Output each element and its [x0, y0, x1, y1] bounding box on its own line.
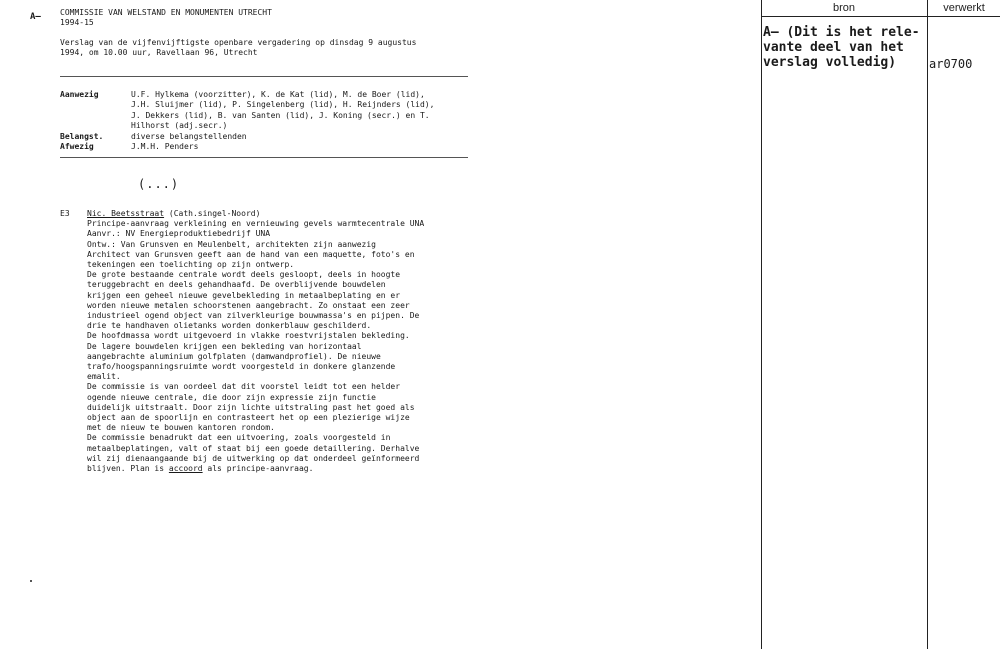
- section-marker: A—: [30, 12, 41, 22]
- item-text-line: De grote bestaande centrale wordt deels gesloopt, deels in hoogte: [87, 270, 401, 280]
- item-text-line: wil zij dienaangaande bij de uitwerking op dat onderdeel geïnformeerd: [87, 453, 420, 463]
- item-text-line: De commissie is van oordeel dat dit voorstel leidt tot een helder: [87, 382, 401, 392]
- item-text-line: drie te handhaven olietanks worden donkerblauw geschilderd.: [87, 321, 372, 331]
- item-text-line: emalit.: [87, 372, 121, 382]
- attendance-interested: [60, 132, 480, 142]
- intro-line: 1994, om 10.00 uur, Ravellaan 96, Utrecht: [60, 48, 258, 57]
- table-border-left: [761, 0, 762, 649]
- divider-bottom: [60, 157, 468, 158]
- item-text-line: object aan de spoorlijn en contrasteert het op een plezierige wijze: [87, 413, 410, 423]
- commission-title: COMMISSIE VAN WELSTAND EN MONUMENTEN UTRECHT: [60, 8, 272, 17]
- item-text-line: industrieel ogend object van zilverkleurige bouwmassa's en pijpen. De: [87, 311, 420, 321]
- divider-top: [60, 76, 468, 77]
- item-text-line: aangebrachte aluminium golfplaten (damwandprofiel). De nieuwe: [87, 351, 381, 361]
- source-note-line: vante deel van het: [763, 40, 904, 55]
- item-text-line: Architect van Grunsven geeft aan de hand van een maquette, foto's en: [87, 249, 415, 259]
- present-line: Hilhorst (adj.secr.): [131, 121, 228, 131]
- item-verdict-line: [87, 464, 487, 474]
- interested-label: Belangst.: [60, 131, 104, 141]
- item-heading: [87, 209, 487, 219]
- item-text-line: met de nieuw te bouwen kantoren rondom.: [87, 423, 275, 433]
- attendance-present: [60, 90, 480, 132]
- attendance-absent: [60, 142, 480, 152]
- item-text-line: De hoofdmassa wordt uitgevoerd in vlakke roestvrijstalen bekleding.: [87, 331, 410, 341]
- item-text-line: krijgen een geheel nieuwe gevelbekleding in metaalbeplating en er: [87, 290, 401, 300]
- table-column-divider: [927, 0, 928, 649]
- item-text-line: worden nieuwe metalen schoorstenen aangebracht. Zo onstaat een zeer: [87, 300, 410, 310]
- source-note: [763, 25, 923, 70]
- item-text-line: Ontw.: Van Grunsven en Meulenbelt, architekten zijn aanwezig: [87, 239, 376, 249]
- street-suffix: (Cath.singel-Noord): [164, 209, 261, 218]
- absent-value: J.M.H. Penders: [131, 142, 199, 152]
- item-text-line: Principe-aanvraag verkleining en vernieuwing gevels warmtecentrale UNA: [87, 219, 425, 229]
- table-header-rule: [761, 16, 1000, 17]
- item-text-line: tekeningen een toelichting op zijn ontwerp.: [87, 260, 295, 270]
- column-header-verwerkt: verwerkt: [943, 2, 985, 14]
- present-line: J.H. Sluijmer (lid), P. Singelenberg (lid), H. Reijnders (lid),: [131, 100, 435, 110]
- source-note-line: A— (Dit is het rele-: [763, 25, 920, 40]
- source-note-line: verslag volledig): [763, 55, 897, 70]
- column-header-bron: bron: [832, 2, 856, 14]
- archive-code: ar0700: [929, 57, 973, 71]
- report-year: 1994-15: [60, 18, 94, 27]
- item-text-line: trafo/hoogspanningsruimte wordt voorgesteld in donkere glanzende: [87, 362, 396, 372]
- intro-line: Verslag van de vijfenvijftigste openbare vergadering op dinsdag 9 augustus: [60, 38, 417, 47]
- present-line: J. Dekkers (lid), B. van Santen (lid), J. Koning (secr.) en T.: [131, 110, 430, 120]
- omission-ellipsis: (...): [138, 177, 180, 191]
- present-label: Aanwezig: [60, 90, 99, 99]
- item-text-line: metaalbeplatingen, valt of staat bij een goede detaillering. Derhalve: [87, 443, 420, 453]
- interested-value: diverse belangstellenden: [131, 131, 247, 141]
- verdict-word: accoord: [168, 464, 203, 474]
- item-text-line: Aanvr.: NV Energieproduktiebedrijf UNA: [87, 229, 271, 239]
- item-text-line: teruggebracht en deels gehandhaafd. De overblijvende bouwdelen: [87, 280, 386, 290]
- item-text-line: De commissie benadrukt dat een uitvoering, zoals voorgesteld in: [87, 433, 391, 443]
- item-text-line: De lagere bouwdelen krijgen een bekleding van horizontaal: [87, 341, 362, 351]
- item-text-line: duidelijk uitstraalt. Door zijn lichte uitstraling past het goed als: [87, 402, 415, 412]
- present-line: U.F. Hylkema (voorzitter), K. de Kat (lid), M. de Boer (lid),: [131, 90, 425, 99]
- street-name: Nic. Beetsstraat: [87, 209, 165, 218]
- attendance-block: [60, 90, 480, 152]
- item-code: E3: [60, 209, 70, 218]
- present-list: [131, 90, 480, 132]
- scan-speck: [30, 580, 32, 582]
- item-text-line: ogende nieuwe centrale, die door zijn expressie zijn functie: [87, 392, 376, 402]
- verdict-suffix: als principe-aanvraag.: [202, 464, 314, 474]
- source-table: [761, 0, 1000, 649]
- meeting-intro: [60, 38, 480, 58]
- item-body: [87, 209, 487, 474]
- absent-label: Afwezig: [60, 142, 94, 152]
- verdict-prefix: blijven. Plan is: [87, 464, 169, 474]
